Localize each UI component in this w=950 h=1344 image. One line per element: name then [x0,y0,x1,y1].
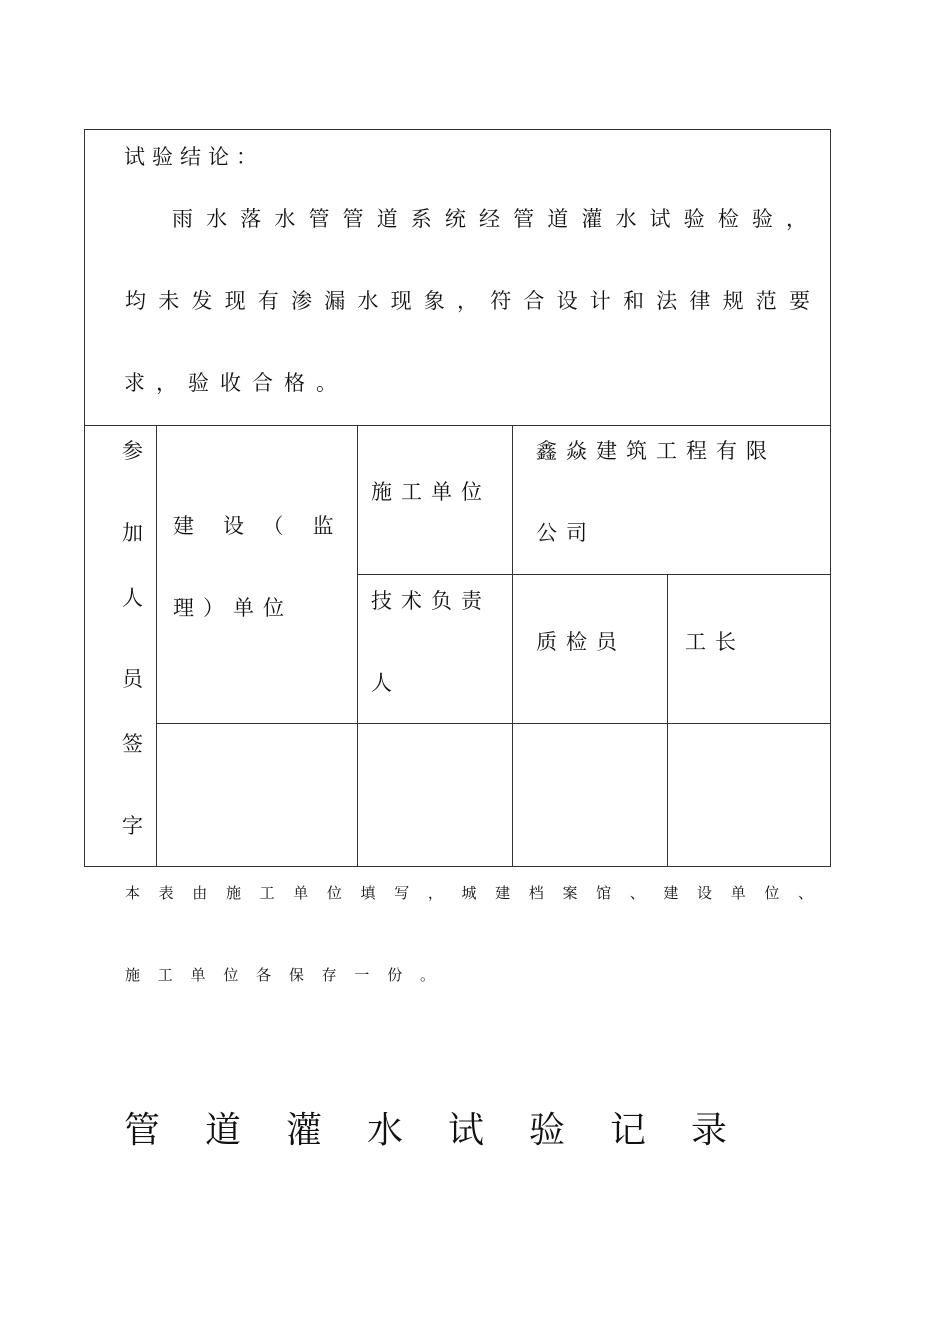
foreman-label: 工长 [685,630,745,654]
signature-cell-quality-inspector[interactable] [513,724,667,866]
builder-company-line-2: 公司 [536,521,596,545]
construction-unit-label-line-2: 理）单位 [173,596,293,620]
page-title: 管道灌水试验记录 [124,1110,773,1151]
conclusion-line-3: 求，验收合格。 [124,371,348,395]
conclusion-divider [84,425,831,426]
conclusion-label: 试验结论： [124,145,264,169]
footnote-line-2: 施工单位各保存一份。 [125,966,435,984]
quality-inspector-label: 质检员 [536,630,626,654]
signature-label-char-2: 加 [122,521,143,545]
tech-lead-label-line-1: 技术负责 [371,589,491,613]
signature-cell-foreman[interactable] [668,724,830,866]
signature-cell-construction[interactable] [157,724,357,866]
builder-row-divider [357,574,831,575]
conclusion-line-1: 雨水落水管管道系统经管道灌水试验检验， [172,207,807,231]
tech-lead-label-line-2: 人 [371,671,399,695]
conclusion-line-2: 均未发现有渗漏水现象，符合设计和法律规范要 [125,289,810,313]
signature-label-char-3: 人 [122,586,143,610]
signature-label-char-6: 字 [122,814,143,838]
signature-label-char-1: 参 [122,439,143,463]
signature-label-char-5: 签 [122,732,143,756]
builder-unit-label: 施工单位 [371,480,491,504]
footnote-line-1: 本表由施工单位填写，城建档案馆、建设单位、 [125,884,813,902]
signature-label-char-4: 员 [122,667,143,691]
builder-company-line-1: 鑫焱建筑工程有限 [536,439,776,463]
construction-unit-label-line-1: 建 设 （ 监 [173,514,338,538]
signature-cell-tech-lead[interactable] [358,724,512,866]
